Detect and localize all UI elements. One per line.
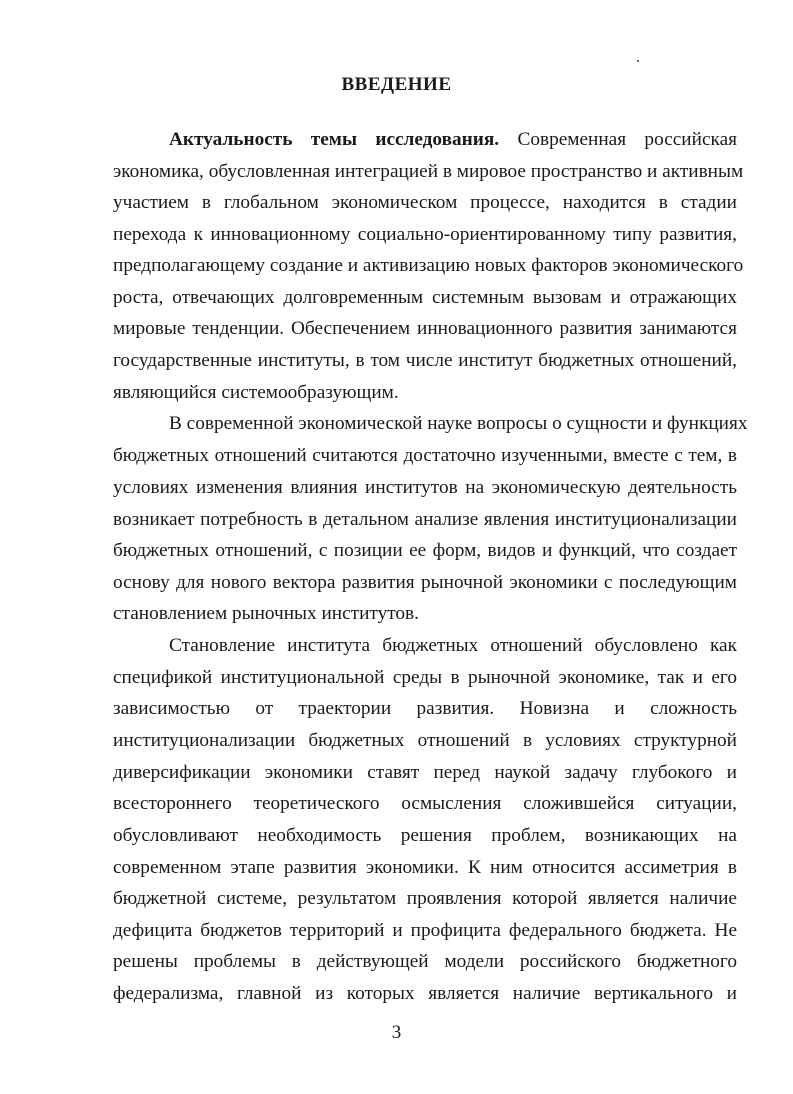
- scan-speck: [637, 60, 639, 62]
- paragraph-1-line-7: мировые тенденции. Обеспечением инновационного развития занимаются: [113, 318, 737, 339]
- paragraph-text: Современная российская: [499, 129, 738, 150]
- paragraph-1-line-8: государственные институты, в том числе институт бюджетных отношений,: [113, 350, 737, 371]
- paragraph-3-line-12: федерализма, главной из которых является наличие вертикального и: [113, 983, 737, 1004]
- paragraph-3-line-9: бюджетной системе, результатом проявления которой является наличие: [113, 888, 737, 909]
- page-title: ВВЕДЕНИЕ: [341, 74, 452, 95]
- paragraph-3-line-6: всестороннего теоретического осмысления сложившейся ситуации,: [113, 793, 737, 814]
- paragraph-3-line-11: решены проблемы в действующей модели российского бюджетного: [113, 951, 737, 972]
- paragraph-1-line-6: роста, отвечающих долговременным системным вызовам и отражающих: [113, 287, 737, 308]
- paragraph-2-line-7: становлением рыночных институтов.: [113, 603, 419, 624]
- paragraph-3-line-8: современном этапе развития экономики. К ним относится ассиметрия в: [113, 857, 737, 878]
- paragraph-1-line-2: экономика, обусловленная интеграцией в мировое пространство и активным: [113, 161, 744, 182]
- paragraph-3-line-7: обусловливают необходимость решения проблем, возникающих на: [113, 825, 737, 846]
- paragraph-1-line-1: [169, 124, 737, 156]
- page-number: 3: [391, 1022, 402, 1043]
- paragraph-3-line-3: зависимостью от траектории развития. Новизна и сложность: [113, 698, 737, 719]
- paragraph-1-line-9: являющийся системообразующим.: [113, 382, 399, 403]
- paragraph-2-line-6: основу для нового вектора развития рыночной экономики с последующим: [113, 572, 737, 593]
- paragraph-1-line-5: предполагающему создание и активизацию новых факторов экономического: [113, 255, 744, 276]
- paragraph-2-line-5: бюджетных отношений, с позиции ее форм, видов и функций, что создает: [113, 540, 737, 561]
- paragraph-3-line-10: дефицита бюджетов территорий и профицита федерального бюджета. Не: [113, 920, 737, 941]
- paragraph-1-line-4: перехода к инновационному социально-ориентированному типу развития,: [113, 224, 737, 245]
- paragraph-3-line-2: спецификой институциональной среды в рыночной экономике, так и его: [113, 667, 737, 688]
- paragraph-2-line-2: бюджетных отношений считаются достаточно изученными, вместе с тем, в: [113, 445, 737, 466]
- paragraph-2-line-1: В современной экономической науке вопросы о сущности и функциях: [169, 413, 748, 434]
- topic-relevance-heading: Актуальность темы исследования.: [169, 129, 500, 150]
- paragraph-3-line-5: диверсификации экономики ставят перед наукой задачу глубокого и: [113, 762, 737, 783]
- paragraph-1-line-3: участием в глобальном экономическом процессе, находится в стадии: [113, 192, 737, 213]
- paragraph-3-line-1: Становление института бюджетных отношений обусловлено как: [169, 635, 737, 656]
- paragraph-3-line-4: институционализации бюджетных отношений в условиях структурной: [113, 730, 737, 751]
- paragraph-2-line-4: возникает потребность в детальном анализе явления институционализации: [113, 509, 737, 530]
- paragraph-2-line-3: условиях изменения влияния институтов на экономическую деятельность: [113, 477, 737, 498]
